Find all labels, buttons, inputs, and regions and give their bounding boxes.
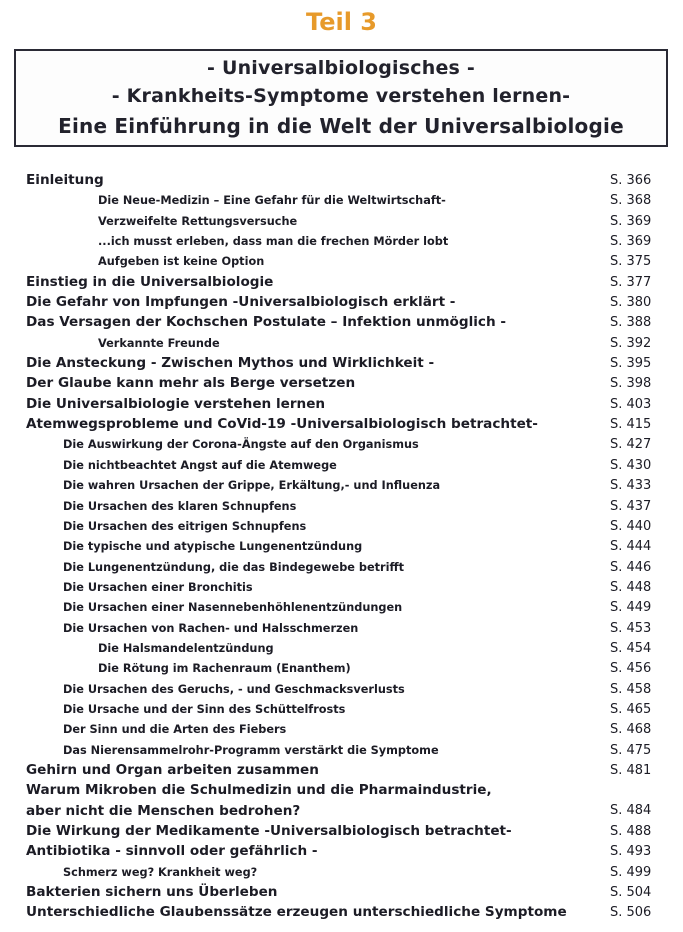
toc-entry[interactable] (0, 373, 683, 393)
toc-entry[interactable] (0, 882, 683, 902)
toc-entry[interactable] (0, 434, 683, 454)
toc-entry-page: S. 403 (610, 396, 652, 412)
toc-entry-title: Die Gefahr von Impfungen -Universalbiologisch erklärt - (26, 294, 456, 311)
toc-entry-title: Einstieg in die Universalbiologie (26, 273, 274, 290)
toc-entry-title (26, 780, 492, 821)
toc-entry[interactable] (0, 658, 683, 678)
toc-entry[interactable] (0, 251, 683, 271)
toc-entry-title: Schmerz weg? Krankheit weg? (63, 865, 258, 879)
toc-entry[interactable] (0, 475, 683, 495)
toc-entry-title: Gehirn und Organ arbeiten zusammen (26, 761, 319, 778)
toc-entry-page: S. 449 (610, 600, 652, 616)
toc-entry-title: Antibiotika - sinnvoll oder gefährlich - (26, 843, 318, 860)
toc-entry-page: S. 444 (610, 539, 652, 555)
toc-entry[interactable] (0, 699, 683, 719)
toc-entry-page: S. 433 (610, 478, 652, 494)
toc-entry-title: Die Ursachen einer Nasennebenhöhlenentzündungen (63, 601, 403, 615)
toc-entry-title: Die Auswirkung der Corona-Ängste auf den Organismus (63, 438, 419, 452)
title-line-1: - Universalbiologisches - (207, 57, 475, 79)
toc-entry-page: S. 375 (610, 254, 652, 270)
toc-entry-title: Die Ansteckung - Zwischen Mythos und Wirklichkeit - (26, 355, 435, 372)
toc-entry-title: Die Ursachen des klaren Schnupfens (63, 499, 297, 513)
toc-entry[interactable] (0, 821, 683, 841)
toc-entry[interactable] (0, 638, 683, 658)
toc-entry-title: Die Ursachen einer Bronchitis (63, 580, 253, 594)
toc-entry-page: S. 369 (610, 213, 652, 229)
table-of-contents (0, 170, 683, 923)
toc-entry-page: S. 456 (610, 661, 652, 677)
toc-entry[interactable] (0, 577, 683, 597)
toc-entry-title: Die Ursachen des eitrigen Schnupfens (63, 519, 307, 533)
part-title: Teil 3 (306, 8, 377, 36)
toc-entry[interactable] (0, 333, 683, 353)
toc-entry-title-line-1: Warum Mikroben die Schulmedizin und die Pharmaindustrie, (26, 782, 492, 799)
toc-entry-page: S. 499 (610, 864, 652, 880)
toc-entry-page: S. 504 (610, 885, 652, 901)
toc-entry-title: Die Ursachen des Geruchs, - und Geschmacksverlusts (63, 682, 405, 696)
toc-entry[interactable] (0, 414, 683, 434)
title-line-3: Eine Einführung in die Welt der Universalbiologie (58, 114, 624, 138)
toc-entry-title: Die nichtbeachtet Angst auf die Atemwege (63, 458, 337, 472)
toc-entry[interactable] (0, 740, 683, 760)
toc-entry-page: S. 427 (610, 437, 652, 453)
toc-entry[interactable] (0, 516, 683, 536)
toc-entry[interactable] (0, 496, 683, 516)
toc-entry-title-line-2: aber nicht die Menschen bedrohen? (26, 802, 301, 819)
toc-entry-title: Aufgeben ist keine Option (98, 255, 265, 269)
toc-entry[interactable] (0, 760, 683, 780)
toc-entry-title: Die Rötung im Rachenraum (Enanthem) (98, 662, 351, 676)
toc-entry-title: Die Halsmandelentzündung (98, 641, 274, 655)
toc-entry-title: Die typische und atypische Lungenentzündung (63, 540, 363, 554)
toc-entry-page: S. 484 (610, 803, 652, 819)
toc-entry[interactable] (0, 272, 683, 292)
toc-entry-page: S. 395 (610, 356, 652, 372)
toc-entry-title: Die wahren Ursachen der Grippe, Erkältung,- und Influenza (63, 479, 441, 493)
toc-entry-page: S. 458 (610, 681, 652, 697)
toc-entry[interactable] (0, 190, 683, 210)
toc-entry-title: Die Neue-Medizin – Eine Gefahr für die Weltwirtschaft- (98, 194, 446, 208)
toc-entry-page: S. 481 (610, 762, 652, 778)
toc-entry[interactable] (0, 780, 683, 821)
toc-entry[interactable] (0, 312, 683, 332)
toc-entry[interactable] (0, 211, 683, 231)
toc-entry[interactable] (0, 394, 683, 414)
toc-entry-title: Verkannte Freunde (98, 336, 220, 350)
toc-entry-page: S. 398 (610, 376, 652, 392)
toc-entry-page: S. 468 (610, 722, 652, 738)
toc-entry[interactable] (0, 557, 683, 577)
toc-entry-page: S. 369 (610, 234, 652, 250)
toc-entry-page: S. 430 (610, 457, 652, 473)
toc-entry[interactable] (0, 170, 683, 190)
toc-entry-title: Der Glaube kann mehr als Berge versetzen (26, 375, 356, 392)
toc-entry-page: S. 380 (610, 295, 652, 311)
toc-entry-page: S. 453 (610, 620, 652, 636)
toc-entry-page: S. 475 (610, 742, 652, 758)
toc-entry-title: Das Versagen der Kochschen Postulate – Infektion unmöglich - (26, 314, 507, 331)
toc-entry-title: Verzweifelte Rettungsversuche (98, 214, 298, 228)
toc-entry-title: Die Ursachen von Rachen- und Halsschmerzen (63, 621, 359, 635)
toc-entry-title: Die Wirkung der Medikamente -Universalbiologisch betrachtet- (26, 823, 512, 839)
toc-entry[interactable] (0, 597, 683, 617)
toc-entry-page: S. 366 (610, 173, 652, 188)
toc-entry[interactable] (0, 862, 683, 882)
toc-entry-title: Das Nierensammelrohr-Programm verstärkt die Symptome (63, 743, 439, 757)
toc-entry[interactable] (0, 902, 683, 922)
toc-entry[interactable] (0, 231, 683, 251)
toc-entry-title: Der Sinn und die Arten des Fiebers (63, 723, 287, 737)
toc-entry-title: Bakterien sichern uns Überleben (26, 884, 278, 901)
toc-entry[interactable] (0, 455, 683, 475)
toc-entry[interactable] (0, 353, 683, 373)
toc-entry-page: S. 368 (610, 193, 652, 209)
toc-entry[interactable] (0, 679, 683, 699)
toc-entry[interactable] (0, 841, 683, 861)
toc-entry-page: S. 388 (610, 315, 652, 331)
toc-entry-page: S. 437 (610, 498, 652, 514)
toc-entry[interactable] (0, 536, 683, 556)
toc-entry-page: S. 493 (610, 844, 652, 860)
toc-entry-title: Die Ursache und der Sinn des Schüttelfrosts (63, 702, 346, 716)
title-box (14, 49, 668, 147)
toc-entry-title: Die Lungenentzündung, die das Bindegewebe betrifft (63, 560, 405, 574)
toc-entry-page: S. 488 (610, 824, 652, 839)
toc-entry-page: S. 440 (610, 518, 652, 534)
toc-entry-page: S. 506 (610, 905, 652, 921)
toc-entry[interactable] (0, 719, 683, 739)
toc-entry-page: S. 446 (610, 559, 652, 575)
toc-entry-title: Unterschiedliche Glaubenssätze erzeugen unterschiedliche Symptome (26, 904, 567, 921)
toc-entry[interactable] (0, 618, 683, 638)
toc-entry-page: S. 448 (610, 579, 652, 595)
toc-entry-title: Atemwegsprobleme und CoVid-19 -Universalbiologisch betrachtet- (26, 416, 538, 433)
toc-entry-page: S. 454 (610, 640, 652, 656)
toc-entry-page: S. 415 (610, 417, 652, 433)
toc-entry-title: ...ich musst erleben, dass man die frechen Mörder lobt (98, 235, 449, 249)
toc-entry[interactable] (0, 292, 683, 312)
title-line-2: - Krankheits-Symptome verstehen lernen- (111, 85, 571, 107)
toc-entry-title: Einleitung (26, 172, 104, 188)
toc-entry-page: S. 392 (610, 335, 652, 351)
toc-entry-title: Die Universalbiologie verstehen lernen (26, 395, 326, 412)
toc-entry-page: S. 465 (610, 701, 652, 717)
toc-entry-page: S. 377 (610, 274, 652, 290)
